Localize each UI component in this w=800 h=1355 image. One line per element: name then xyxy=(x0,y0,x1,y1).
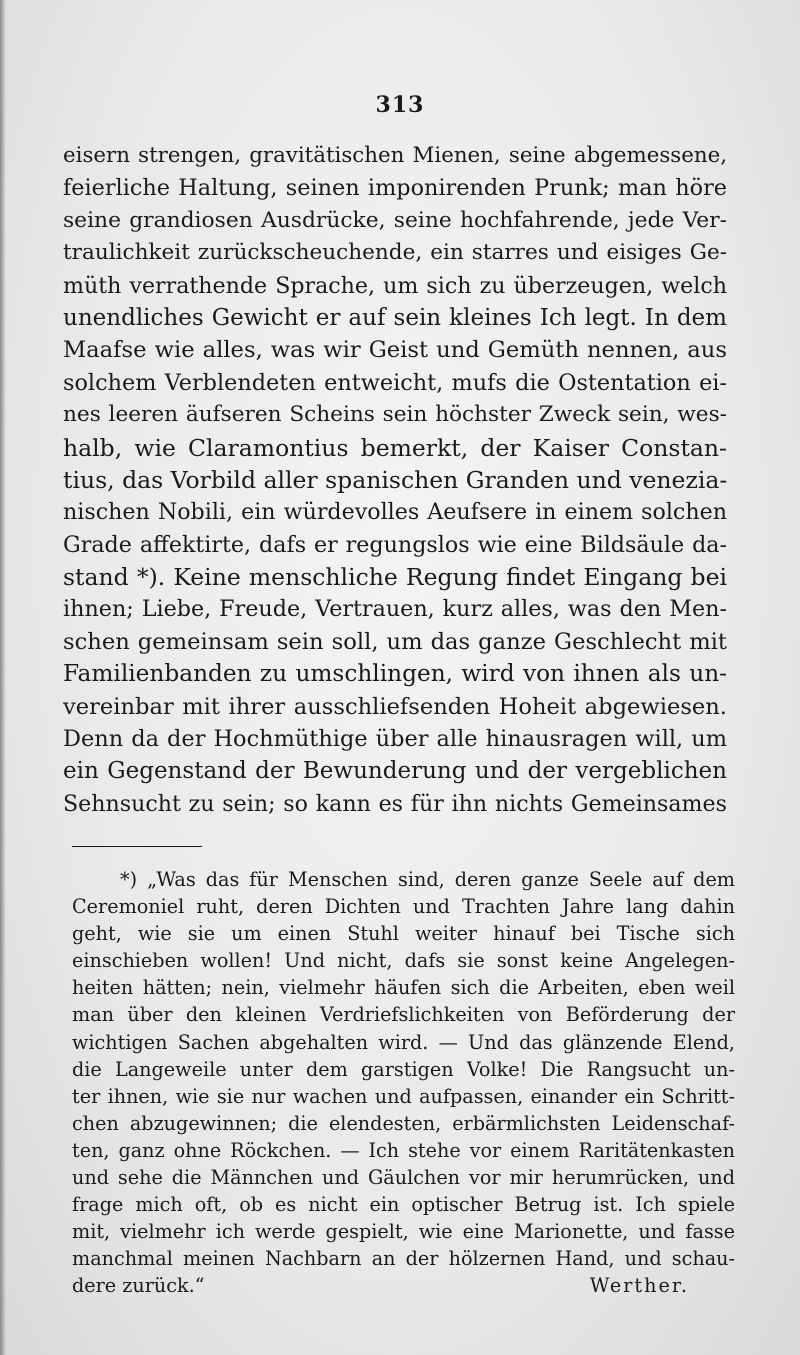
footnote-line: geht, wie sie um einen Stuhl weiter hinauf bei Tische sich xyxy=(72,922,735,946)
footnote-line: heiten hätten; nein, vielmehr häufen sich die Arbeiten, eben weil xyxy=(72,976,735,1000)
footnote-line: ten, ganz ohne Röckchen. — Ich stehe vor einem Raritätenkasten xyxy=(72,1138,735,1162)
text-line: Familienbanden zu umschlingen, wird von ihnen als un- xyxy=(63,660,727,688)
text-line: eisern strengen, gravitätischen Mienen, seine abgemessene, xyxy=(63,143,727,168)
text-line: ihnen; Liebe, Freude, Vertrauen, kurz alles, was den Men- xyxy=(63,596,727,623)
text-line: vereinbar mit ihrer ausschliefsenden Hoheit abgewiesen. xyxy=(63,693,727,720)
text-line: Maafse wie alles, was wir Geist und Gemüth nennen, aus xyxy=(63,337,727,364)
footnote-line: chen abzugewinnen; die elendesten, erbärmlichsten Leidenschaf- xyxy=(72,1111,735,1135)
text-line: traulichkeit zurückscheuchende, ein starres und eisiges Ge- xyxy=(63,240,727,266)
text-line: Grade affektirte, dafs er regungslos wie eine Bildsäule da- xyxy=(63,531,727,558)
text-line: schen gemeinsam sein soll, um das ganze Geschlecht mit xyxy=(63,628,727,655)
footnote-line: wichtigen Sachen abgehalten wird. — Und das glänzende Elend, xyxy=(72,1030,735,1054)
footnote-line: ter ihnen, wie sie nur wachen und aufpassen, einander ein Schritt- xyxy=(72,1084,735,1108)
footnote-line: manchmal meinen Nachbarn an der hölzernen Hand, und schau- xyxy=(72,1247,735,1271)
text-line: halb, wie Claramontius bemerkt, der Kaiser Constan- xyxy=(63,433,727,462)
footnote-line: Ceremoniel ruht, deren Dichten und Trachten Jahre lang dahin xyxy=(72,895,735,919)
footnote-closing-text: dere zurück.“ xyxy=(72,1274,205,1298)
text-line: tius, das Vorbild aller spanischen Granden und venezia- xyxy=(63,465,728,494)
footnote-line: und sehe die Männchen und Gäulchen vor mir herumrücken, und xyxy=(72,1166,735,1190)
footnote-line: einschieben wollen! Und nicht, dafs sie sonst keine Angelegen- xyxy=(72,949,735,973)
text-line: seine grandiosen Ausdrücke, seine hochfahrende, jede Ver- xyxy=(63,207,727,233)
text-line: Sehnsucht zu sein; so kann es für ihn nichts Gemeinsames xyxy=(63,790,727,817)
footnote-last-line xyxy=(72,1272,735,1299)
text-line: ein Gegenstand der Bewunderung und der vergeblichen xyxy=(63,758,727,785)
text-line: solchem Verblendeten entweicht, mufs die Ostentation ei- xyxy=(63,369,727,396)
footnote xyxy=(72,866,735,1300)
footnote-line: frage mich oft, ob es nicht ein optischer Betrug ist. Ich spiele xyxy=(72,1193,735,1217)
text-line: nischen Nobili, ein würdevolles Aeufsere in einem solchen xyxy=(63,499,727,526)
footnote-line: die Langeweile unter dem garstigen Volke! Die Rangsucht un- xyxy=(72,1057,735,1081)
footnote-line: man über den kleinen Verdriefslichkeiten von Beförderung der xyxy=(72,1003,735,1027)
text-line: feierliche Haltung, seinen imponirenden Prunk; man höre xyxy=(63,175,727,202)
main-text xyxy=(63,140,727,820)
footnote-divider xyxy=(72,846,202,847)
text-line: unendliches Gewicht er auf sein kleines Ich legt. In dem xyxy=(63,304,727,331)
footnote-line: mit, vielmehr ich werde gespielt, wie eine Marionette, und fasse xyxy=(72,1220,735,1244)
text-line: stand *). Keine menschliche Regung findet Eingang bei xyxy=(63,563,727,592)
text-line: nes leeren äufseren Scheins sein höchster Zweck sein, wes- xyxy=(63,402,727,428)
footnote-line: *) „Was das für Menschen sind, deren ganze Seele auf dem xyxy=(120,868,735,891)
text-line: Denn da der Hochmüthige über alle hinausragen will, um xyxy=(63,726,727,753)
page-number: 313 xyxy=(375,92,425,118)
text-line: müth verrathende Sprache, um sich zu überzeugen, welch xyxy=(63,272,727,299)
footnote-attribution: Werther. xyxy=(589,1274,689,1298)
page-edge-shadow xyxy=(0,0,6,1355)
